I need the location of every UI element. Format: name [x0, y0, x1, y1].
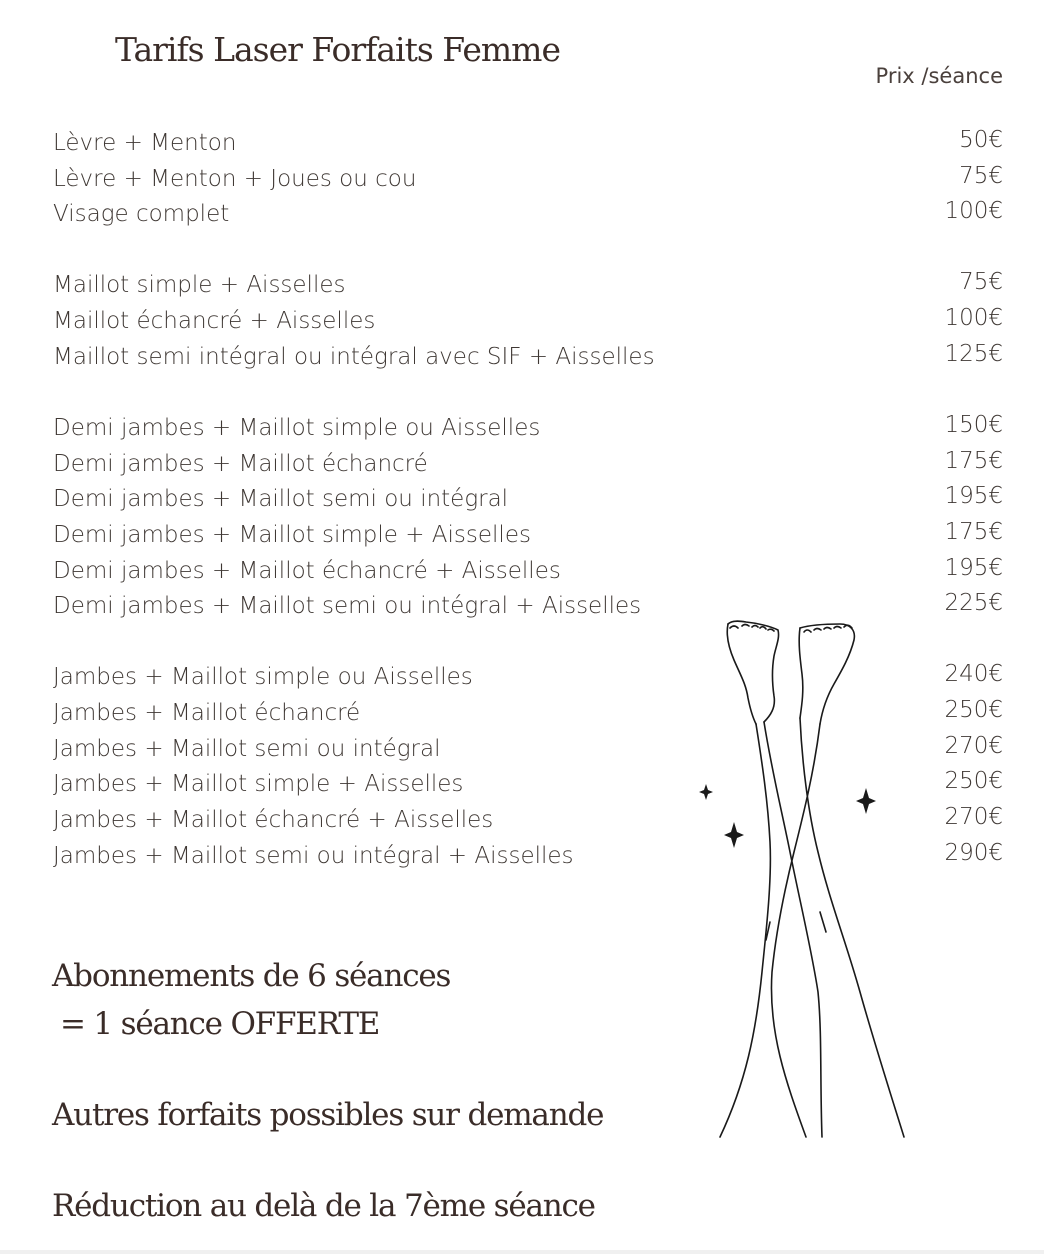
item-label: Jambes + Maillot semi ou intégral — [53, 736, 441, 762]
item-label: Demi jambes + Maillot semi ou intégral — [53, 486, 509, 512]
item-price: 125€ — [944, 341, 1003, 367]
item-label: Jambes + Maillot échancré — [53, 700, 361, 726]
item-label: Maillot simple + Aisselles — [53, 272, 346, 298]
list-item — [53, 198, 1003, 231]
item-price: 175€ — [944, 519, 1003, 545]
reduction-line: Réduction au delà de la 7ème séance — [52, 1188, 595, 1224]
item-label: Demi jambes + Maillot échancré — [53, 451, 428, 477]
item-label: Lèvre + Menton — [53, 130, 237, 156]
item-label: Demi jambes + Maillot semi ou intégral + Aisselles — [53, 593, 642, 619]
list-item — [53, 127, 1003, 160]
item-label: Jambes + Maillot semi ou intégral + Aisselles — [53, 843, 574, 869]
free-session-line: = 1 séance OFFERTE — [60, 1006, 380, 1042]
list-item — [53, 555, 1003, 588]
item-price: 175€ — [944, 448, 1003, 474]
item-label: Demi jambes + Maillot échancré + Aisselles — [53, 558, 561, 584]
item-price: 250€ — [944, 697, 1003, 723]
item-price: 270€ — [944, 733, 1003, 759]
item-price: 100€ — [944, 305, 1003, 331]
item-price: 195€ — [944, 483, 1003, 509]
item-label: Demi jambes + Maillot simple ou Aisselles — [53, 415, 541, 441]
item-label: Maillot échancré + Aisselles — [53, 308, 376, 334]
item-label: Jambes + Maillot simple + Aisselles — [53, 771, 464, 797]
list-item — [53, 269, 1003, 302]
sparkle-icon — [724, 822, 744, 848]
list-item — [53, 519, 1003, 552]
bottom-divider — [0, 1250, 1044, 1254]
sparkle-icon — [699, 784, 713, 800]
list-item — [53, 163, 1003, 196]
list-item — [53, 341, 1003, 374]
list-item — [53, 305, 1003, 338]
item-price: 150€ — [944, 412, 1003, 438]
price-column-header: Prix /séance — [875, 64, 1003, 88]
page-title: Tarifs Laser Forfaits Femme — [115, 30, 561, 69]
item-price: 50€ — [959, 127, 1003, 153]
list-item — [53, 448, 1003, 481]
item-price: 75€ — [959, 163, 1003, 189]
item-price: 75€ — [959, 269, 1003, 295]
item-price: 100€ — [944, 198, 1003, 224]
item-price: 195€ — [944, 555, 1003, 581]
item-price: 240€ — [944, 661, 1003, 687]
item-label: Jambes + Maillot simple ou Aisselles — [53, 664, 473, 690]
item-label: Jambes + Maillot échancré + Aisselles — [53, 807, 494, 833]
item-label: Lèvre + Menton + Joues ou cou — [53, 166, 417, 192]
list-item — [53, 483, 1003, 516]
item-price: 270€ — [944, 804, 1003, 830]
other-packages-line: Autres forfaits possibles sur demande — [52, 1097, 604, 1133]
item-label: Visage complet — [53, 201, 230, 227]
item-label: Demi jambes + Maillot simple + Aisselles — [53, 522, 531, 548]
list-item — [53, 412, 1003, 445]
item-label: Maillot semi intégral ou intégral avec SIF + Aisselles — [53, 344, 655, 370]
item-price: 250€ — [944, 768, 1003, 794]
item-price: 290€ — [944, 840, 1003, 866]
subscription-offer-line: Abonnements de 6 séances — [52, 958, 451, 994]
crossed-legs-line-art-icon — [690, 612, 920, 1142]
sparkle-icon — [856, 788, 876, 814]
item-price: 225€ — [944, 590, 1003, 616]
